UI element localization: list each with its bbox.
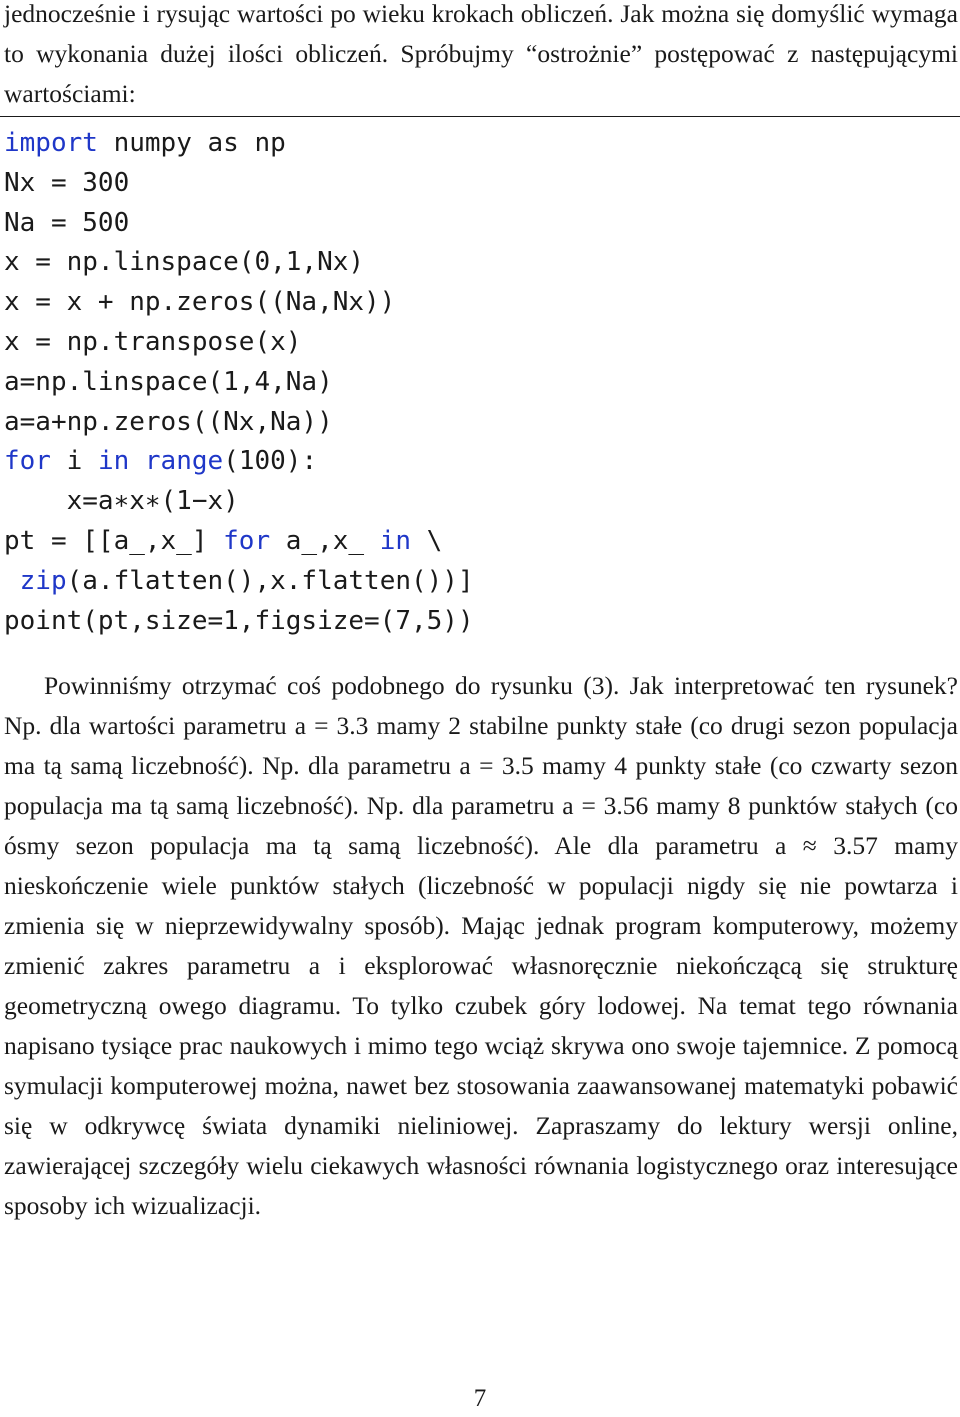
code-text: x = x + np.zeros((Na,Nx))	[4, 287, 396, 318]
code-text: x = np.transpose(x)	[4, 326, 302, 357]
code-text: a_,x_	[270, 525, 380, 556]
code-text: x=a∗x∗(1−x)	[4, 486, 239, 517]
code-text: Nx = 300	[4, 167, 130, 198]
body-text: Powinniśmy otrzymać coś podobnego do rysunku (3). Jak interpretować ten rysunek? Np. dla wartości parametru a = 3.3 mamy 2 stabilne punkty stałe (co drugi sezon populacja ma tą samą liczebność). Np. dla parametru a = 3.5 mamy 4 punkty stałe (co czwarty sezon populacja ma tą samą liczebność). Np. dla parametru a = 3.56 mamy 8 punktów stałych (co ósmy sezon populacja ma tą samą liczebność). Ale dla parametru a ≈ 3.57 mamy nieskończenie wiele punktów stałych (liczebność w populacji nigdy się nie powtarza i zmienia się w nieprzewidywalny sposób). Mając jednak program komputerowy, możemy zmienić zakres parametru a i eksplorować własnoręcznie niekończącą się strukturę geometryczną owego diagramu. To tylko czubek góry lodowej. Na temat tego równania napisano tysiące prac naukowych i mimo tego wciąż skrywa ono swoje tajemnice. Z pomocą symulacji komputerowej można, nawet bez stosowania zaawansowanej matematyki pobawić się w odkrywcę świata dynamiki nieliniowej. Zapraszamy do lektury wersji online, zawierającej szczegóły wielu ciekawych własności równania logistycznego oraz interesujące sposoby ich wizualizacji.	[4, 671, 958, 1220]
code-line	[4, 522, 954, 562]
code-text: a=np.linspace(1,4,Na)	[4, 366, 333, 397]
body-paragraph	[4, 666, 958, 1226]
code-line	[4, 243, 954, 283]
code-keyword: in	[97, 446, 130, 477]
code-text: i	[50, 446, 98, 477]
code-text: \	[411, 525, 443, 556]
code-line	[4, 482, 954, 522]
code-keyword: for	[4, 446, 51, 477]
code-text: (a.flatten(),x.flatten())]	[66, 565, 474, 596]
code-line	[4, 204, 954, 244]
code-text: pt = [[a_,x_]	[4, 525, 224, 556]
page-number: 7	[473, 1385, 487, 1412]
code-text: point(pt,size=1,figsize=(7,5))	[4, 605, 474, 636]
code-text	[4, 566, 20, 596]
code-text: x = np.linspace(0,1,Nx)	[4, 247, 365, 278]
code-line	[4, 164, 954, 204]
code-text: a=a+np.zeros((Nx,Na))	[4, 406, 333, 437]
code-keyword: in	[379, 525, 412, 556]
code-line	[4, 602, 954, 642]
code-line	[4, 283, 954, 323]
code-text: numpy as np	[97, 128, 286, 158]
code-line	[4, 403, 954, 443]
code-top-rule	[0, 116, 960, 117]
code-keyword: range	[144, 446, 224, 477]
intro-paragraph	[4, 0, 958, 114]
code-line	[4, 124, 954, 164]
code-line	[4, 442, 954, 482]
code-listing	[4, 124, 954, 641]
code-keyword: for	[223, 525, 271, 556]
code-line	[4, 363, 954, 403]
code-keyword: zip	[19, 565, 67, 596]
intro-text: jednocześnie i rysując wartości po wieku krokach obliczeń. Jak można się domyślić wymaga to wykonania dużej ilości obliczeń. Spróbujmy “ostrożnie” postępować z następującymi wartościami:	[4, 0, 958, 108]
code-text: (100):	[223, 446, 318, 477]
code-text: Na = 500	[4, 207, 130, 238]
code-line	[4, 323, 954, 363]
code-line	[4, 562, 954, 602]
code-keyword: import	[4, 128, 98, 158]
code-text	[129, 446, 145, 476]
